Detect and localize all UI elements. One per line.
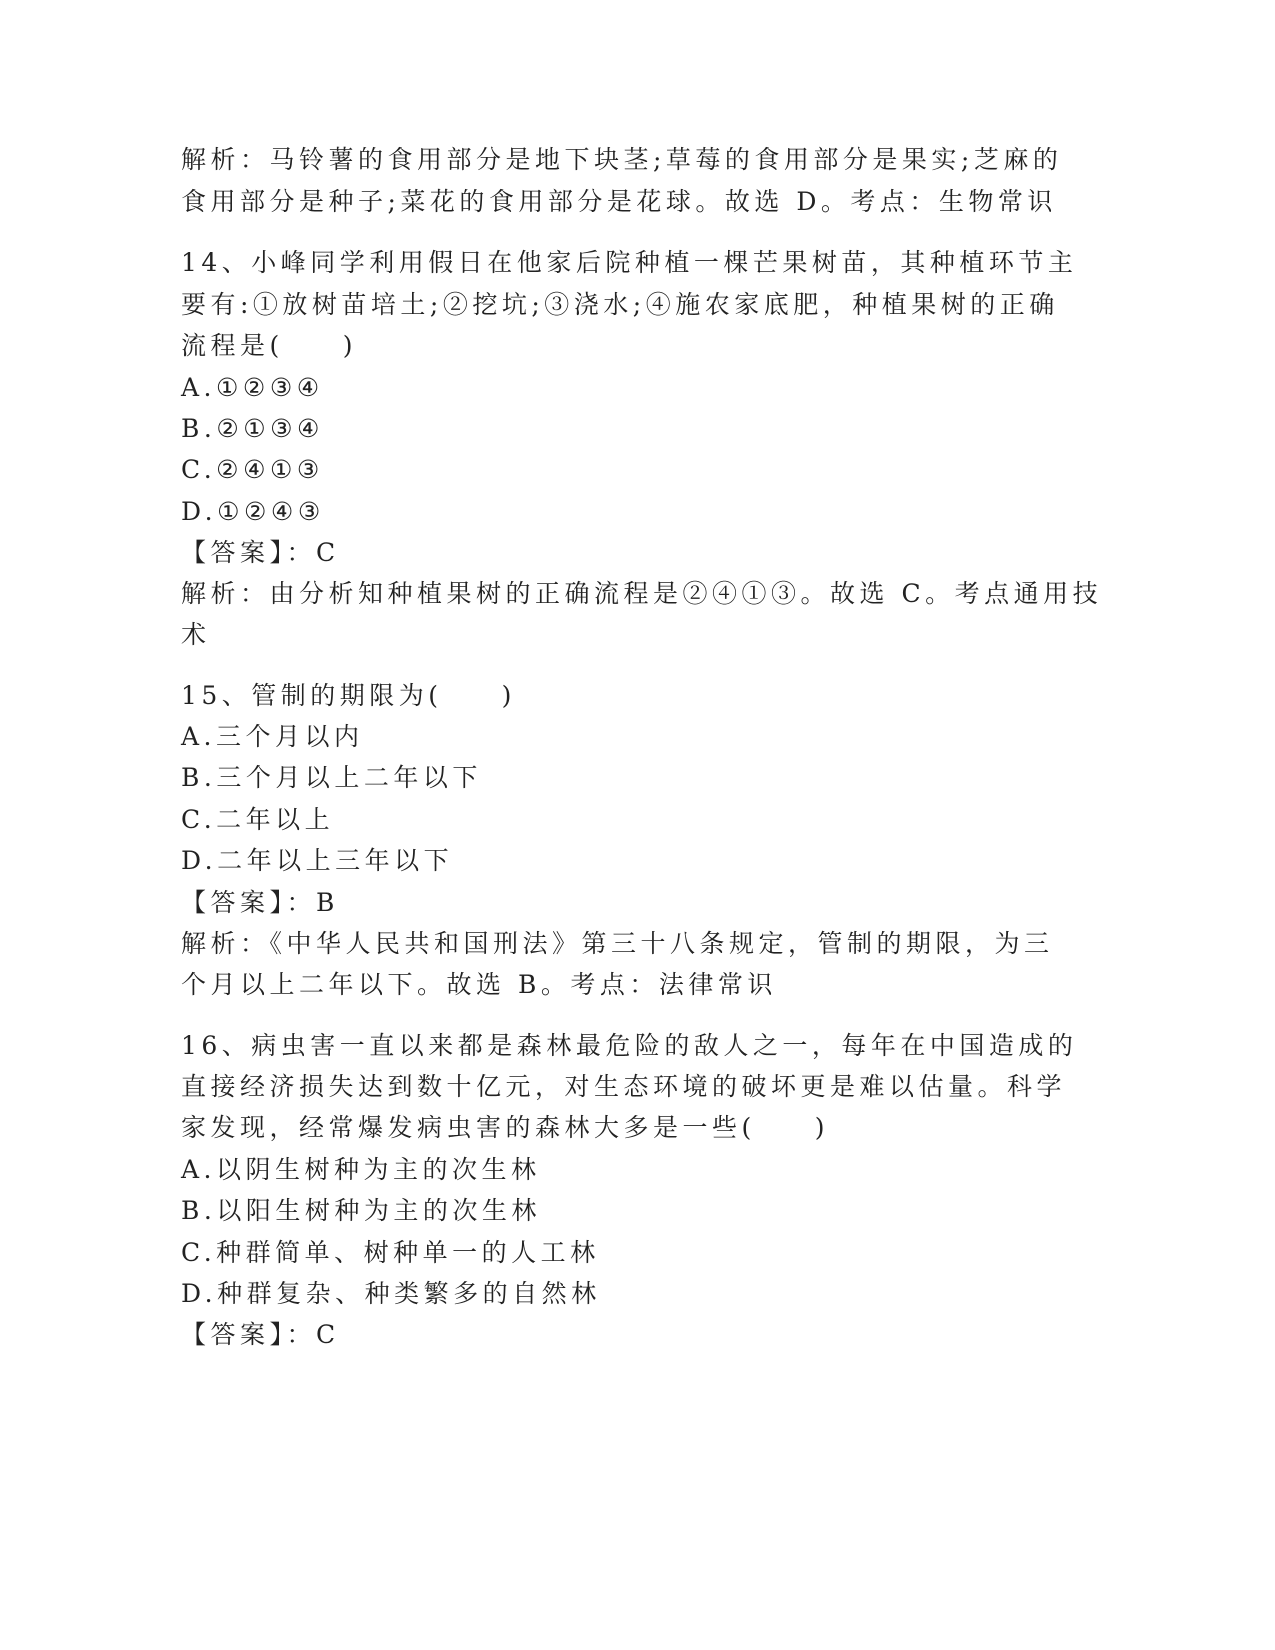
q15-answer: 【答案】：B (181, 888, 339, 917)
q15-option-c: C.二年以上 (181, 805, 335, 834)
q16-option-a: A.以阴生树种为主的次生林 (181, 1155, 541, 1184)
q13-analysis-line-1: 解析：马铃薯的食用部分是地下块茎;草莓的食用部分是果实;芝麻的 (181, 145, 1063, 174)
q14-answer: 【答案】：C (181, 538, 340, 567)
q16-option-b: B.以阳生树种为主的次生林 (181, 1196, 541, 1225)
q16-option-d: D.种群复杂、种类繁多的自然林 (181, 1279, 601, 1308)
q15-analysis-line-2: 个月以上二年以下。故选 B。考点：法律常识 (181, 970, 777, 999)
q14-option-c: C.②④①③ (181, 455, 324, 484)
q15-analysis-line-1: 解析：《中华人民共和国刑法》第三十八条规定，管制的期限，为三 (181, 929, 1054, 958)
q15-question-line-1: 15、管制的期限为( ) (181, 681, 516, 710)
q16-question-line-1: 16、病虫害一直以来都是森林最危险的敌人之一，每年在中国造成的 (181, 1031, 1078, 1060)
q15-option-d: D.二年以上三年以下 (181, 846, 454, 875)
q13-analysis-line-2: 食用部分是种子;菜花的食用部分是花球。故选 D。考点：生物常识 (181, 187, 1057, 216)
q15-option-a: A.三个月以内 (181, 722, 364, 751)
q16-question-line-2: 直接经济损失达到数十亿元，对生态环境的破坏更是难以估量。科学 (181, 1072, 1067, 1101)
q16-answer: 【答案】：C (181, 1320, 340, 1349)
q14-question-line-3: 流程是( ) (181, 331, 358, 360)
q14-analysis-line-2: 术 (181, 620, 211, 649)
q16-question-line-3: 家发现，经常爆发病虫害的森林大多是一些( ) (181, 1113, 830, 1142)
q16-option-c: C.种群简单、树种单一的人工林 (181, 1238, 600, 1267)
q15-option-b: B.三个月以上二年以下 (181, 763, 482, 792)
q14-option-d: D.①②④③ (181, 497, 325, 526)
q14-option-a: A.①②③④ (181, 373, 324, 402)
q14-analysis-line-1: 解析：由分析知种植果树的正确流程是②④①③。故选 C。考点通用技 (181, 579, 1103, 608)
q14-option-b: B.②①③④ (181, 414, 324, 443)
q14-question-line-1: 14、小峰同学利用假日在他家后院种植一棵芒果树苗，其种植环节主 (181, 248, 1078, 277)
q14-question-line-2: 要有:①放树苗培土;②挖坑;③浇水;④施农家底肥，种植果树的正确 (181, 290, 1059, 319)
